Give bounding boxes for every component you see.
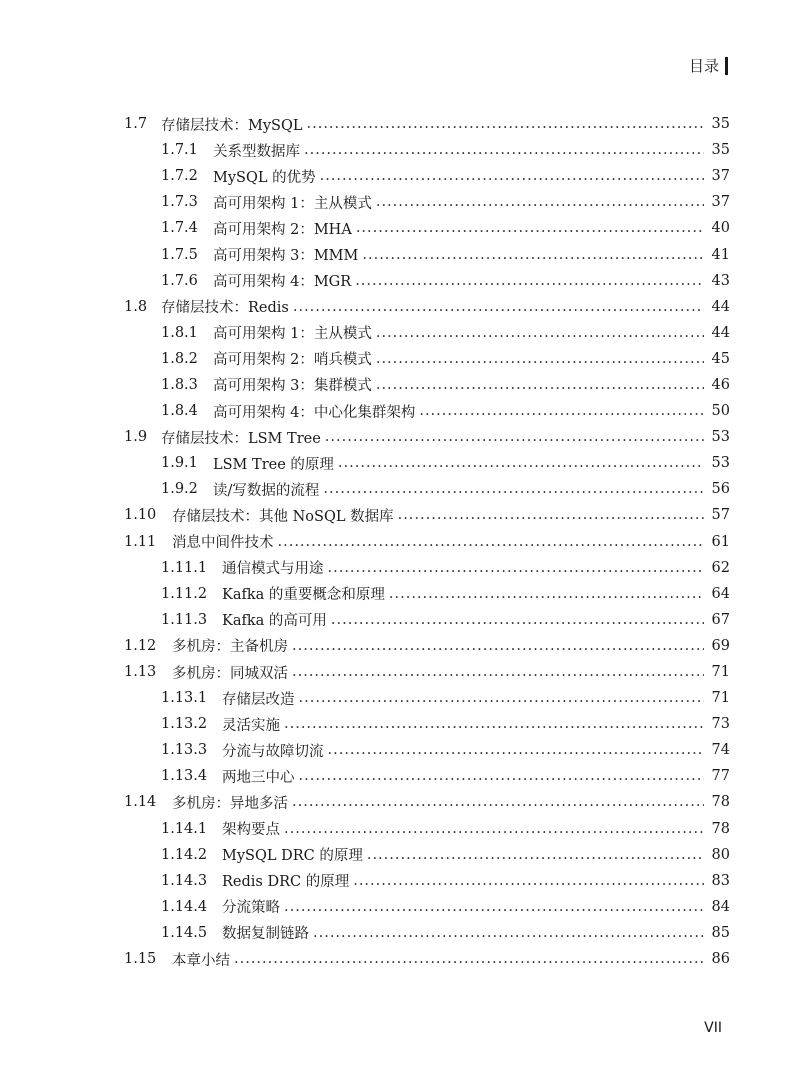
toc-entry[interactable] bbox=[124, 163, 730, 189]
toc-entry-page: 78 bbox=[711, 820, 730, 837]
toc-entry-page: 77 bbox=[711, 768, 730, 785]
toc-entry-page: 62 bbox=[711, 559, 730, 576]
toc-entry-title: Kafka 的高可用 bbox=[222, 613, 327, 630]
toc-entry-page: 43 bbox=[711, 272, 730, 289]
page-number: VII bbox=[704, 1020, 722, 1036]
toc-entry-page: 37 bbox=[711, 194, 730, 211]
toc-dot-leader bbox=[292, 794, 704, 810]
toc-entry-number: 1.14.5 bbox=[161, 924, 208, 941]
toc-entry-title: 多机房：主备机房 bbox=[172, 639, 288, 656]
toc-dot-leader bbox=[331, 612, 704, 628]
toc-entry[interactable] bbox=[124, 816, 730, 842]
toc-entry-page: 56 bbox=[711, 481, 730, 498]
toc-entry-number: 1.13 bbox=[124, 664, 157, 681]
toc-entry[interactable] bbox=[124, 555, 730, 581]
toc-entry[interactable] bbox=[124, 607, 730, 633]
toc-entry-title: 高可用架构 3：集群模式 bbox=[213, 378, 372, 395]
toc-dot-leader bbox=[338, 455, 704, 471]
toc-entry-number: 1.8 bbox=[124, 298, 148, 315]
header-title: 目录 bbox=[688, 57, 719, 75]
toc-entry-page: 35 bbox=[711, 116, 730, 133]
toc-entry-number: 1.14.3 bbox=[161, 872, 208, 889]
toc-dot-leader bbox=[376, 194, 704, 210]
toc-entry[interactable] bbox=[124, 398, 730, 424]
toc-entry-page: 78 bbox=[711, 794, 730, 811]
toc-dot-leader bbox=[419, 403, 704, 419]
toc-entry[interactable] bbox=[124, 659, 730, 685]
running-header bbox=[689, 55, 728, 76]
toc-entry[interactable] bbox=[124, 320, 730, 346]
toc-dot-leader bbox=[362, 247, 704, 263]
toc-entry-title: MySQL DRC 的原理 bbox=[222, 848, 363, 865]
toc-entry-page: 61 bbox=[711, 533, 730, 550]
toc-entry[interactable] bbox=[124, 346, 730, 372]
toc-dot-leader bbox=[367, 847, 704, 863]
toc-entry-title: 存储层技术：其他 NoSQL 数据库 bbox=[172, 508, 394, 525]
toc-entry[interactable] bbox=[124, 502, 730, 528]
toc-entry-title: 高可用架构 4：中心化集群架构 bbox=[213, 404, 416, 421]
toc-entry-page: 84 bbox=[711, 898, 730, 915]
toc-entry-title: 分流与故障切流 bbox=[222, 743, 324, 760]
toc-entry-title: 两地三中心 bbox=[222, 769, 295, 786]
toc-entry-page: 35 bbox=[711, 142, 730, 159]
toc-entry-page: 73 bbox=[711, 716, 730, 733]
toc-entry-title: 读/写数据的流程 bbox=[213, 482, 320, 499]
toc-dot-leader bbox=[278, 534, 705, 550]
toc-entry-title: 分流策略 bbox=[222, 900, 280, 917]
toc-entry-page: 57 bbox=[711, 507, 730, 524]
toc-entry[interactable] bbox=[124, 215, 730, 241]
toc-entry-title: 高可用架构 2：MHA bbox=[213, 221, 352, 238]
toc-entry-title: LSM Tree 的原理 bbox=[213, 456, 334, 473]
toc-entry-title: 存储层技术：Redis bbox=[161, 300, 289, 317]
toc-entry-number: 1.7.5 bbox=[161, 246, 198, 263]
toc-dot-leader bbox=[313, 925, 704, 941]
toc-dot-leader bbox=[284, 716, 704, 732]
toc-dot-leader bbox=[292, 664, 704, 680]
toc-entry-number: 1.7.3 bbox=[161, 194, 198, 211]
toc-dot-leader bbox=[325, 429, 704, 445]
toc-entry-number: 1.14.1 bbox=[161, 820, 208, 837]
toc-entry[interactable] bbox=[124, 920, 730, 946]
toc-entry-title: Redis DRC 的原理 bbox=[222, 874, 350, 891]
toc-dot-leader bbox=[304, 142, 704, 158]
toc-entry[interactable] bbox=[124, 111, 730, 137]
toc-dot-leader bbox=[293, 299, 704, 315]
toc-dot-leader bbox=[398, 507, 704, 523]
toc-entry-number: 1.7.2 bbox=[161, 168, 198, 185]
toc-entry[interactable] bbox=[124, 529, 730, 555]
toc-entry[interactable] bbox=[124, 137, 730, 163]
toc-entry[interactable] bbox=[124, 372, 730, 398]
toc-entry-number: 1.15 bbox=[124, 951, 157, 968]
toc-entry[interactable] bbox=[124, 476, 730, 502]
toc-entry-number: 1.11.3 bbox=[161, 611, 208, 628]
toc-entry-title: 关系型数据库 bbox=[213, 143, 300, 160]
toc-entry-title: 存储层技术：LSM Tree bbox=[161, 430, 321, 447]
toc-entry-page: 37 bbox=[711, 168, 730, 185]
toc-entry-page: 71 bbox=[711, 664, 730, 681]
header-divider-bar bbox=[725, 57, 728, 75]
toc-entry-page: 44 bbox=[711, 324, 730, 341]
toc-dot-leader bbox=[292, 638, 704, 654]
toc-entry-number: 1.13.4 bbox=[161, 768, 208, 785]
toc-entry[interactable] bbox=[124, 763, 730, 789]
toc-entry-number: 1.11.2 bbox=[161, 585, 208, 602]
toc-entry-number: 1.9 bbox=[124, 429, 148, 446]
toc-entry-page: 50 bbox=[711, 403, 730, 420]
toc-dot-leader bbox=[323, 481, 704, 497]
toc-entry-title: 灵活实施 bbox=[222, 717, 280, 734]
toc-entry[interactable] bbox=[124, 685, 730, 711]
toc-entry[interactable] bbox=[124, 789, 730, 815]
toc-entry[interactable] bbox=[124, 737, 730, 763]
toc-entry-number: 1.8.4 bbox=[161, 403, 198, 420]
toc-entry-page: 44 bbox=[711, 298, 730, 315]
toc-entry-page: 74 bbox=[711, 742, 730, 759]
toc-entry-number: 1.13.2 bbox=[161, 716, 208, 733]
toc-entry-page: 85 bbox=[711, 924, 730, 941]
toc-entry-title: 通信模式与用途 bbox=[222, 561, 324, 578]
toc-entry-title: 多机房：异地多活 bbox=[172, 795, 288, 812]
toc-entry-page: 64 bbox=[711, 585, 730, 602]
toc-entry[interactable] bbox=[124, 450, 730, 476]
toc-entry-number: 1.11.1 bbox=[161, 559, 208, 576]
toc-entry-title: 高可用架构 2：哨兵模式 bbox=[213, 352, 372, 369]
toc-entry-page: 69 bbox=[711, 637, 730, 654]
toc-entry-number: 1.8.2 bbox=[161, 350, 198, 367]
toc-dot-leader bbox=[328, 742, 705, 758]
toc-entry-title: 存储层改造 bbox=[222, 691, 295, 708]
toc-dot-leader bbox=[234, 951, 704, 967]
toc-entry-page: 45 bbox=[711, 350, 730, 367]
toc-entry[interactable] bbox=[124, 633, 730, 659]
toc-entry-page: 53 bbox=[711, 455, 730, 472]
toc-entry[interactable] bbox=[124, 189, 730, 215]
toc-entry-number: 1.7.4 bbox=[161, 220, 198, 237]
toc-entry-page: 41 bbox=[711, 246, 730, 263]
toc-entry-title: 高可用架构 1：主从模式 bbox=[213, 195, 372, 212]
toc-entry-title: 本章小结 bbox=[172, 952, 230, 969]
toc-entry[interactable] bbox=[124, 946, 730, 972]
toc-entry-page: 40 bbox=[711, 220, 730, 237]
toc-entry[interactable] bbox=[124, 868, 730, 894]
toc-entry-number: 1.13.3 bbox=[161, 742, 208, 759]
toc-dot-leader bbox=[284, 899, 704, 915]
toc-entry-number: 1.14.4 bbox=[161, 898, 208, 915]
toc-entry[interactable] bbox=[124, 294, 730, 320]
toc-entry-number: 1.8.1 bbox=[161, 324, 198, 341]
toc-entry-title: 多机房：同城双活 bbox=[172, 665, 288, 682]
toc-dot-leader bbox=[299, 768, 705, 784]
toc-entry-number: 1.14.2 bbox=[161, 846, 208, 863]
toc-entry-page: 86 bbox=[711, 951, 730, 968]
toc-dot-leader bbox=[389, 586, 704, 602]
toc-entry[interactable] bbox=[124, 581, 730, 607]
toc-entry-title: 架构要点 bbox=[222, 822, 280, 839]
toc-entry-number: 1.8.3 bbox=[161, 376, 198, 393]
toc-dot-leader bbox=[284, 821, 704, 837]
toc-entry[interactable] bbox=[124, 424, 730, 450]
toc-entry-number: 1.12 bbox=[124, 637, 157, 654]
toc-dot-leader bbox=[356, 220, 704, 236]
toc-dot-leader bbox=[328, 560, 705, 576]
toc-entry-page: 46 bbox=[711, 376, 730, 393]
toc-dot-leader bbox=[376, 377, 704, 393]
toc-entry[interactable] bbox=[124, 268, 730, 294]
toc-dot-leader bbox=[299, 690, 705, 706]
toc-entry-title: 消息中间件技术 bbox=[172, 535, 274, 552]
toc-entry-page: 80 bbox=[711, 846, 730, 863]
toc-entry-page: 83 bbox=[711, 872, 730, 889]
toc-entry-title: 高可用架构 1：主从模式 bbox=[213, 326, 372, 343]
toc-entry[interactable] bbox=[124, 894, 730, 920]
toc-entry-title: 高可用架构 3：MMM bbox=[213, 248, 359, 265]
toc-entry-title: MySQL 的优势 bbox=[213, 169, 316, 186]
toc-entry-number: 1.13.1 bbox=[161, 690, 208, 707]
toc-entry-number: 1.11 bbox=[124, 533, 157, 550]
toc-entry[interactable] bbox=[124, 842, 730, 868]
toc-entry-number: 1.14 bbox=[124, 794, 157, 811]
toc-dot-leader bbox=[376, 351, 704, 367]
toc-dot-leader bbox=[376, 325, 704, 341]
toc-entry-title: 数据复制链路 bbox=[222, 926, 309, 943]
toc-entry-title: 存储层技术：MySQL bbox=[161, 117, 303, 134]
toc-dot-leader bbox=[307, 116, 705, 132]
toc-dot-leader bbox=[355, 273, 704, 289]
toc-dot-leader bbox=[353, 873, 704, 889]
toc-dot-leader bbox=[320, 168, 704, 184]
toc-entry-number: 1.7 bbox=[124, 116, 148, 133]
toc-entry-page: 71 bbox=[711, 690, 730, 707]
toc-entry-page: 53 bbox=[711, 429, 730, 446]
table-of-contents bbox=[124, 111, 730, 972]
toc-entry-title: 高可用架构 4：MGR bbox=[213, 274, 352, 291]
toc-entry[interactable] bbox=[124, 711, 730, 737]
toc-entry-page: 67 bbox=[711, 611, 730, 628]
toc-entry-title: Kafka 的重要概念和原理 bbox=[222, 587, 385, 604]
toc-entry-number: 1.7.6 bbox=[161, 272, 198, 289]
toc-entry-number: 1.10 bbox=[124, 507, 157, 524]
toc-entry[interactable] bbox=[124, 241, 730, 267]
toc-entry-number: 1.9.2 bbox=[161, 481, 198, 498]
toc-entry-number: 1.7.1 bbox=[161, 142, 198, 159]
toc-entry-number: 1.9.1 bbox=[161, 455, 198, 472]
